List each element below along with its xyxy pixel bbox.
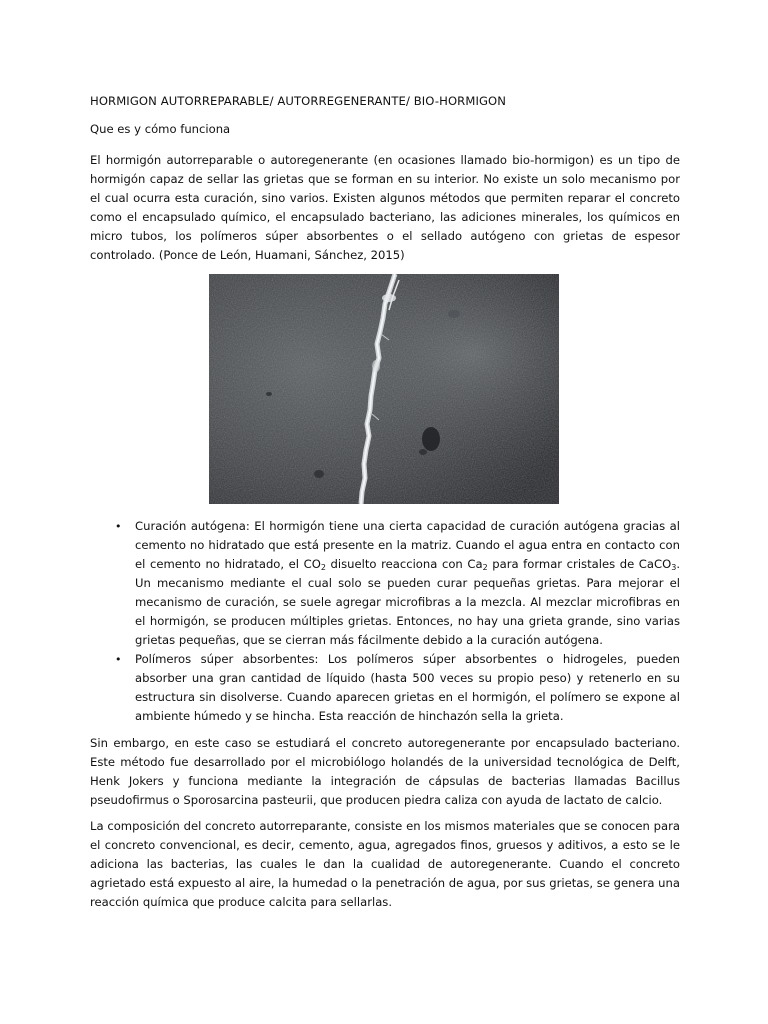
concrete-crack-photo xyxy=(209,274,559,504)
intro-paragraph: El hormigón autorreparable o autoregenerante (en ocasiones llamado bio-hormigon) es un tipo de hormigón capaz de sellar las grietas que se forman en su interior. No existe un solo mecanismo por el cual ocurra esta curación, sino varios. Existen algunos métodos que permiten reparar el concreto como el encapsulado químico, el encapsulado bacteriano, las adiciones minerales, los químicos en micro tubos, los polímeros súper absorbentes o el sellado autógeno con grietas de espesor controlado. (Ponce de León, Huamani, Sánchez, 2015) xyxy=(90,153,680,262)
bullet-text: Polímeros súper absorbentes: Los polímeros súper absorbentes o hidrogeles, pueden absorber una gran cantidad de líquido (hasta 500 veces su propio peso) y retenerlo en su estructura sin disolverse. Cuando aparecen grietas en el hormigón, el polímero se expone al ambiente húmedo y se hincha. Esta reacción de hinchazón sella la grieta. xyxy=(135,652,680,723)
document-title: HORMIGON AUTORREPARABLE/ AUTORREGENERANTE/ BIO-HORMIGON xyxy=(90,94,507,108)
list-item-super-absorbent-polymers xyxy=(90,650,680,726)
crack-photo-icon xyxy=(209,274,559,504)
bullet-list xyxy=(90,517,680,726)
composition-paragraph: La composición del concreto autorreparante, consiste en los mismos materiales que se conocen para el concreto convencional, es decir, cemento, agua, agregados finos, gruesos y aditivos, a esto se le adiciona las bacterias, las cuales le dan la cualidad de autoregenerante. Cuando el concreto agrietado está expuesto al aire, la humedad o la penetración de agua, por sus grietas, se genera una reacción química que produce calcita para sellarlas. xyxy=(90,819,680,909)
subscript: 2 xyxy=(320,563,326,572)
bullet-text: para formar cristales de CaCO xyxy=(487,557,672,571)
bullet-icon: • xyxy=(115,653,122,666)
bullet-text: . Un mecanismo mediante el cual solo se pueden curar pequeñas grietas. Para mejorar el mecanismo de curación, se suele agregar microfibras a la mezcla. Al mezclar microfibras en el hormigón, se producen múltiples grietas. Entonces, no hay una grieta grande, sino varias grietas pequeñas, que se cierran más fácilmente debido a la curación autógena. xyxy=(135,557,680,647)
subscript: 3 xyxy=(671,563,677,572)
bullet-text: Curación autógena: El hormigón tiene una cierta capacidad de curación autógena gracias al cemento no hidratado que está presente en la matriz. Cuando el agua entra en contacto con el cemento no hidratado, el CO xyxy=(135,519,680,571)
bullet-text: disuelto reacciona con Ca xyxy=(325,557,483,571)
section-subtitle: Que es y cómo funciona xyxy=(90,122,231,136)
subscript: 2 xyxy=(482,563,488,572)
bullet-icon: • xyxy=(115,520,122,533)
bacterial-paragraph: Sin embargo, en este caso se estudiará el concreto autoregenerante por encapsulado bacteriano. Este método fue desarrollado por el microbiólogo holandés de la universidad tecnológica de Delft, Henk Jokers y funciona mediante la integración de cápsulas de bacterias llamadas Bacillus pseudofirmus o Sporosarcina pasteurii, que producen piedra caliza con ayuda de lactato de calcio. xyxy=(90,736,680,807)
list-item-autogenous-curing xyxy=(90,517,680,650)
